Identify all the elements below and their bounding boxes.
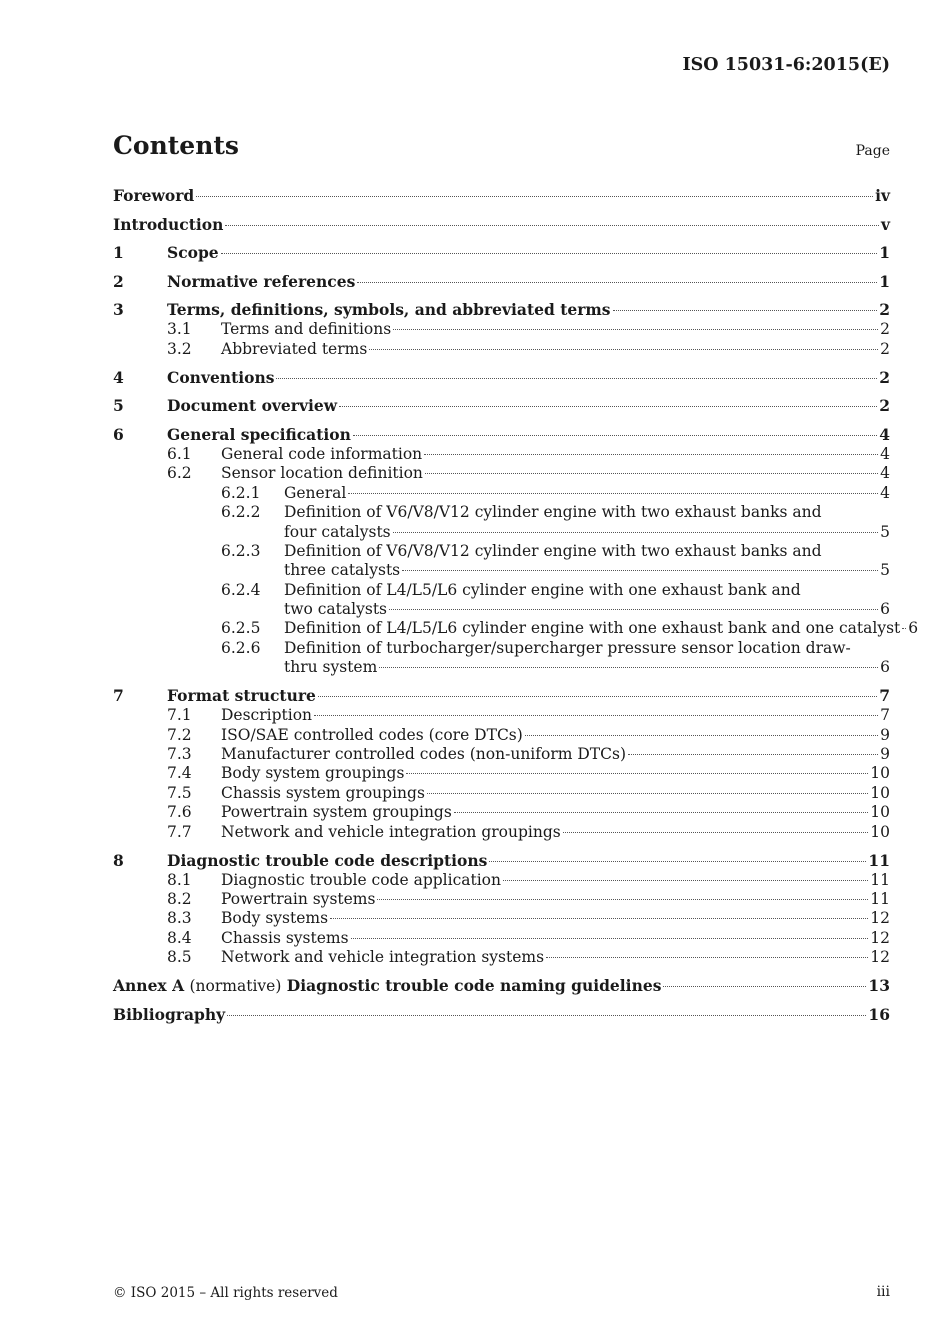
toc-entry-2[interactable] [113,272,890,292]
toc-entry-6-2-3-continued[interactable] [113,561,890,580]
toc-title: ISO/SAE controlled codes (core DTCs) [221,725,523,744]
toc-entry-introduction[interactable] [113,215,890,235]
leader-dots [525,735,878,736]
toc-number: 7.4 [167,764,192,783]
toc-number: 6.2.6 [221,638,261,657]
leader-dots [353,435,877,436]
toc-title: Definition of V6/V8/V12 cylinder engine with two exhaust banks and [284,503,822,522]
toc-page-number: 11 [870,870,890,889]
leader-dots [389,609,878,610]
toc-entry-8-5[interactable] [113,948,890,967]
toc-entry-5[interactable] [113,396,890,416]
contents-heading: Contents [113,131,240,160]
toc-page-number: 6 [880,600,890,619]
toc-title: Description [221,706,313,725]
leader-dots [427,793,868,794]
toc-page-number: 10 [870,764,890,783]
toc-number: 7.1 [167,706,192,725]
leader-dots [402,570,878,571]
leader-dots [663,986,866,987]
toc-entry-bibliography[interactable] [113,1005,890,1025]
toc-entry-8-2[interactable] [113,890,890,909]
leader-dots [339,406,877,407]
toc-number: 6.2 [167,464,192,483]
toc-page-number: iv [875,186,890,205]
leader-dots [489,861,866,862]
leader-dots [227,1015,866,1016]
toc-title: Terms and definitions [221,320,392,339]
toc-page-number: 10 [870,803,890,822]
toc-page-number: 2 [880,320,890,339]
toc-entry-6[interactable] [113,425,890,445]
annex-qualifier: (normative) [189,977,282,996]
toc-page-number: 2 [880,339,890,358]
toc-title: Foreword [113,186,195,205]
toc-number: 5 [113,396,124,416]
toc-title: Normative references [167,271,356,291]
toc-page-number: 5 [880,561,890,580]
toc-entry-8-4[interactable] [113,929,890,948]
leader-dots [613,310,878,311]
toc-page-number: 4 [880,444,890,463]
toc-page-number: 1 [879,243,890,263]
toc-entry-6-1[interactable] [113,445,890,464]
toc-number: 7.5 [167,783,192,802]
toc-number: 3 [113,300,124,320]
toc-page-number: 2 [879,300,890,320]
toc-entry-8-1[interactable] [113,871,890,890]
leader-dots [406,773,868,774]
toc-number: 8.4 [167,928,192,947]
leader-dots [351,938,869,939]
leader-dots [330,918,868,919]
toc-page-number: 5 [880,522,890,541]
toc-page-number: 9 [880,745,890,763]
toc-number: 1 [113,243,124,263]
toc-page-number: 16 [868,1004,890,1024]
toc-title: General code information [221,444,423,463]
toc-entry-3-1[interactable] [113,320,890,339]
toc-entry-8-3[interactable] [113,909,890,928]
toc-title: Abbreviated terms [221,339,368,358]
annex-title: Diagnostic trouble code naming guidelines [286,976,662,996]
leader-dots [357,282,877,283]
toc-number: 6.2.5 [221,619,261,638]
toc-number: 8.2 [167,889,192,908]
toc-entry-4[interactable] [113,368,890,388]
toc-title: Introduction [113,214,224,234]
toc-entry-6-2-5[interactable] [113,619,919,638]
table-of-contents [113,186,919,1025]
leader-dots [377,899,868,900]
toc-number: 6.2.2 [221,503,261,522]
toc-entry-7-2[interactable] [113,726,890,745]
toc-page-number: 7 [880,706,890,725]
toc-entry-1[interactable] [113,243,890,263]
toc-entry-6-2-4[interactable] [113,581,890,600]
leader-dots [454,812,868,813]
page-column-label: Page [855,143,890,159]
toc-entry-7-4[interactable] [113,764,890,783]
toc-number: 3.2 [167,339,192,358]
toc-page-number: 4 [880,464,890,483]
toc-entry-7-3[interactable] [113,745,890,764]
toc-title: thru system [284,658,378,677]
toc-entry-7-7[interactable] [113,823,890,842]
toc-number: 8.3 [167,909,192,928]
toc-title: two catalysts [284,600,387,619]
toc-number: 8.5 [167,948,192,967]
document-identifier: ISO 15031-6:2015(E) [682,55,890,75]
toc-title: Scope [167,243,219,263]
toc-page-number: 6 [908,619,919,638]
toc-number: 7.6 [167,803,192,822]
toc-title: General [284,483,347,502]
leader-dots [318,696,877,697]
toc-title: three catalysts [284,561,401,580]
toc-page-number: 6 [880,658,890,677]
toc-title: Definition of turbocharger/supercharger pressure sensor location draw- [284,638,851,657]
toc-title: Body system groupings [221,764,405,783]
toc-entry-annex-a[interactable] [113,976,890,996]
toc-page-number: 13 [868,976,890,996]
toc-entry-7-6[interactable] [113,803,890,822]
toc-title: Definition of L4/L5/L6 cylinder engine with one exhaust bank and [284,580,801,599]
leader-dots [348,493,878,494]
toc-title: Powertrain system groupings [221,803,452,822]
toc-number: 6.2.3 [221,541,261,560]
toc-title [113,976,661,995]
toc-page-number: 12 [870,909,890,928]
toc-entry-6-2-6[interactable] [113,639,890,658]
toc-title: Definition of V6/V8/V12 cylinder engine with two exhaust banks and [284,541,822,560]
toc-page-number: 7 [879,686,890,706]
toc-title: Conventions [167,367,275,387]
toc-title: Powertrain systems [221,889,376,908]
toc-number: 6.1 [167,444,192,463]
leader-dots [425,473,878,474]
leader-dots [424,454,878,455]
leader-dots [314,715,878,716]
leader-dots [628,754,878,755]
toc-page-number: 10 [870,822,890,841]
toc-entry-7-5[interactable] [113,784,890,803]
toc-title: Chassis systems [221,928,349,947]
leader-dots [393,329,878,330]
leader-dots [393,532,878,533]
toc-page-number: 10 [870,783,890,802]
leader-dots [196,196,873,197]
toc-title: Diagnostic trouble code descriptions [167,850,488,870]
toc-page-number: 11 [870,889,890,908]
toc-entry-foreword[interactable] [113,186,890,206]
copyright-notice: © ISO 2015 – All rights reserved [113,1285,338,1301]
toc-number: 2 [113,271,124,291]
toc-page-number: 12 [870,948,890,967]
leader-dots [276,378,877,379]
toc-number: 6.2.4 [221,580,261,599]
toc-entry-3-2[interactable] [113,340,890,359]
leader-dots [369,349,878,350]
toc-entry-3[interactable] [113,300,890,320]
toc-title: Network and vehicle integration systems [221,948,545,967]
leader-dots [546,957,868,958]
toc-page-number: 12 [870,928,890,947]
page-number: iii [876,1284,890,1300]
leader-dots [221,253,878,254]
toc-page-number: 4 [879,424,890,444]
leader-dots [902,628,906,629]
toc-title: Chassis system groupings [221,783,425,802]
toc-title: Manufacturer controlled codes (non-uniform DTCs) [221,745,626,763]
toc-number: 8 [113,850,124,870]
toc-title: Terms, definitions, symbols, and abbreviated terms [167,300,611,320]
toc-number: 4 [113,367,124,387]
toc-entry-6-2-3[interactable] [113,542,890,561]
toc-title: Document overview [167,396,338,416]
toc-title: Network and vehicle integration groupings [221,822,561,841]
leader-dots [379,667,878,668]
toc-page-number: 9 [880,725,890,744]
toc-entry-6-2-6-continued[interactable] [113,658,890,677]
toc-page-number: 2 [879,367,890,387]
toc-number: 7.7 [167,822,192,841]
toc-page-number: 11 [868,850,890,870]
toc-number: 7.3 [167,745,192,763]
toc-page-number: 1 [879,271,890,291]
toc-page-number: 2 [879,396,890,416]
leader-dots [225,225,879,226]
toc-entry-6-2-4-continued[interactable] [113,600,890,619]
toc-number: 3.1 [167,320,192,339]
toc-title: Diagnostic trouble code application [221,870,501,889]
toc-entry-6-2-1[interactable] [113,484,890,503]
toc-number: 6.2.1 [221,483,261,502]
toc-page-number: v [880,214,890,234]
toc-title: Sensor location definition [221,464,423,483]
toc-entry-6-2[interactable] [113,464,890,483]
toc-number: 7 [113,686,124,706]
toc-title: Format structure [167,686,316,706]
toc-entry-6-2-2-continued[interactable] [113,523,890,542]
toc-entry-8[interactable] [113,851,890,871]
toc-title: Bibliography [113,1004,226,1024]
toc-entry-7-1[interactable] [113,706,890,725]
toc-page-number: 4 [880,483,890,502]
toc-number: 8.1 [167,870,192,889]
toc-title: four catalysts [284,522,391,541]
leader-dots [503,880,868,881]
toc-title: Body systems [221,909,329,928]
toc-entry-7[interactable] [113,686,890,706]
toc-title: Definition of L4/L5/L6 cylinder engine with one exhaust bank and one catalyst [284,619,901,638]
toc-title: General specification [167,424,351,444]
toc-number: 7.2 [167,725,192,744]
leader-dots [563,832,869,833]
toc-entry-6-2-2[interactable] [113,503,890,522]
annex-label: Annex A [113,976,185,996]
toc-number: 6 [113,424,124,444]
